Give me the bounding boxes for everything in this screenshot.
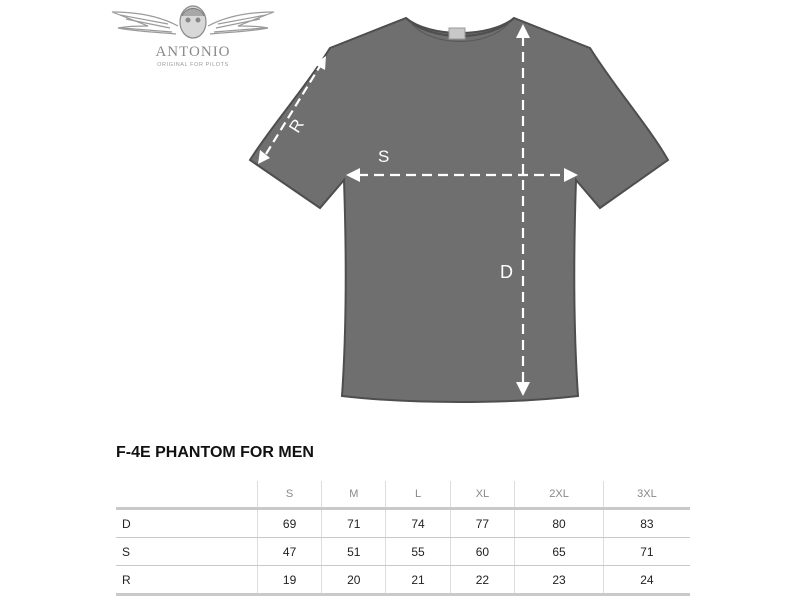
table-cell: 21 [386, 566, 450, 595]
chest-label: S [378, 147, 390, 166]
column-header: 3XL [603, 481, 690, 509]
neck-label [449, 28, 465, 39]
column-header [116, 481, 258, 509]
table-cell: 22 [450, 566, 515, 595]
table-cell: 80 [515, 509, 604, 538]
table-cell: 23 [515, 566, 604, 595]
column-header: XL [450, 481, 515, 509]
row-label: D [116, 509, 258, 538]
table-cell: 60 [450, 538, 515, 566]
brand-name: ANTONIO [155, 44, 231, 60]
column-header: M [322, 481, 386, 509]
column-header: 2XL [515, 481, 604, 509]
column-header: L [386, 481, 450, 509]
size-table [116, 481, 690, 596]
product-title: F-4E PHANTOM FOR MEN [116, 444, 314, 461]
table-cell: 74 [386, 509, 450, 538]
tshirt-diagram [240, 8, 680, 418]
table-cell: 69 [258, 509, 322, 538]
table-cell: 47 [258, 538, 322, 566]
table-cell: 77 [450, 509, 515, 538]
table-cell: 55 [386, 538, 450, 566]
table-row [116, 509, 690, 538]
table-cell: 51 [322, 538, 386, 566]
tshirt-body [250, 18, 668, 402]
table-cell: 20 [322, 566, 386, 595]
row-label: R [116, 566, 258, 595]
table-row [116, 538, 690, 566]
table-cell: 65 [515, 538, 604, 566]
table-cell: 24 [603, 566, 690, 595]
table-cell: 71 [603, 538, 690, 566]
sleeve-label: R [285, 115, 308, 137]
table-cell: 19 [258, 566, 322, 595]
row-label: S [116, 538, 258, 566]
length-label: D [500, 262, 513, 282]
column-header: S [258, 481, 322, 509]
table-cell: 83 [603, 509, 690, 538]
brand-tagline: ORIGINAL FOR PILOTS [157, 62, 229, 68]
table-row [116, 566, 690, 595]
table-cell: 71 [322, 509, 386, 538]
size-table-header [116, 481, 690, 509]
